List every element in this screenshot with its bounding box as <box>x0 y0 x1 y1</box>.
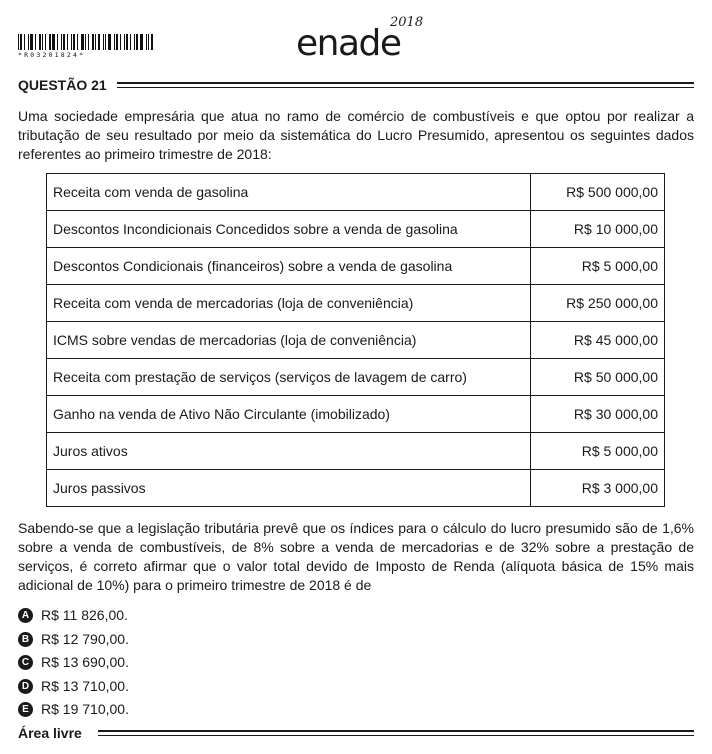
barcode-bar <box>81 34 84 50</box>
barcode-bar <box>134 34 135 50</box>
data-table <box>46 173 665 507</box>
option-text: R$ 19 710,00. <box>41 701 129 717</box>
row-value: R$ 10 000,00 <box>531 211 665 248</box>
row-description: Descontos Incondicionais Concedidos sobre a venda de gasolina <box>47 211 531 248</box>
table-row <box>47 211 665 248</box>
row-description: Receita com prestação de serviços (serviços de lavagem de carro) <box>47 359 531 396</box>
barcode-bar <box>146 34 147 50</box>
row-value: R$ 250 000,00 <box>531 285 665 322</box>
option-c[interactable] <box>18 651 129 675</box>
barcode-bar <box>136 34 138 50</box>
row-value: R$ 50 000,00 <box>531 359 665 396</box>
row-value: R$ 3 000,00 <box>531 470 665 507</box>
row-description: Receita com venda de mercadorias (loja de conveniência) <box>47 285 531 322</box>
barcode-bar <box>71 34 72 50</box>
option-e[interactable] <box>18 698 129 722</box>
barcode-bar <box>148 34 149 50</box>
option-letter-icon: B <box>18 632 33 647</box>
barcode-bar <box>39 34 41 50</box>
barcode-bar <box>42 34 43 50</box>
barcode-bar <box>45 34 46 50</box>
barcode-bar <box>151 34 153 50</box>
barcode-bar <box>49 34 51 50</box>
free-area-label: Área livre <box>18 725 82 741</box>
row-description: ICMS sobre vendas de mercadorias (loja de conveniência) <box>47 322 531 359</box>
table-row <box>47 248 665 285</box>
option-text: R$ 12 790,00. <box>41 630 129 647</box>
row-description: Juros passivos <box>47 470 531 507</box>
barcode <box>18 34 158 59</box>
option-letter-icon: C <box>18 655 33 670</box>
row-description: Receita com venda de gasolina <box>47 174 531 211</box>
row-value: R$ 5 000,00 <box>531 433 665 470</box>
barcode-bar <box>57 34 58 50</box>
barcode-bar <box>73 34 75 50</box>
barcode-bar <box>126 34 128 50</box>
table-row <box>47 322 665 359</box>
row-value: R$ 45 000,00 <box>531 322 665 359</box>
barcode-bar <box>20 34 22 50</box>
table-row <box>47 433 665 470</box>
question-title: QUESTÃO 21 <box>18 77 107 93</box>
barcode-bar <box>67 34 68 50</box>
enade-logo <box>296 14 426 64</box>
barcode-bars <box>18 34 156 50</box>
option-letter-icon: D <box>18 679 33 694</box>
question-statement: Sabendo-se que a legislação tributária prevê que os índices para o cálculo do lucro presumido são de 1,6% sobre a venda de combustíveis, de 8% sobre a venda de mercadorias e de 32% sobre a prestação de serviços, é correto afirmar que o valor total devido de Imposto de Renda (alíquota básica de 15% mais adicional de 10%) para o primeiro trimestre de 2018 é de <box>18 520 694 593</box>
barcode-bar <box>140 34 143 50</box>
barcode-bar <box>35 34 36 50</box>
free-area-header <box>18 725 694 741</box>
row-value: R$ 30 000,00 <box>531 396 665 433</box>
barcode-bar <box>85 34 86 50</box>
option-letter-icon: A <box>18 608 33 623</box>
logo-text: enade <box>296 23 401 64</box>
option-letter-icon: E <box>18 702 33 717</box>
barcode-bar <box>30 34 33 50</box>
barcode-bar <box>92 34 94 50</box>
table-row <box>47 174 665 211</box>
option-text: R$ 13 690,00. <box>41 654 129 670</box>
question-header <box>18 77 694 93</box>
free-area-rule <box>98 730 694 736</box>
option-b[interactable] <box>18 628 129 652</box>
barcode-bar <box>120 34 121 50</box>
option-d[interactable] <box>18 675 129 699</box>
barcode-bar <box>61 34 62 50</box>
barcode-text: *R0320182​4* <box>18 51 86 59</box>
table-row <box>47 359 665 396</box>
logo-year: 2018 <box>390 15 424 30</box>
barcode-bar <box>63 34 65 50</box>
question-intro: Uma sociedade empresária que atua no ramo de comércio de combustíveis e que optou por realizar a tributação de seu resultado por meio da sistemática do Lucro Presumido, apresentou os seguintes dados referentes ao primeiro trimestre de 2018: <box>18 108 694 162</box>
barcode-bar <box>114 34 115 50</box>
row-value: R$ 5 000,00 <box>531 248 665 285</box>
option-text: R$ 11 826,00. <box>41 607 128 623</box>
barcode-bar <box>130 34 131 50</box>
answer-options <box>18 604 129 722</box>
row-description: Descontos Condicionais (financeiros) sobre a venda de gasolina <box>47 248 531 285</box>
barcode-bar <box>18 34 19 50</box>
barcode-bar <box>103 34 104 50</box>
barcode-bar <box>108 34 111 50</box>
table-row <box>47 285 665 322</box>
barcode-bar <box>24 34 25 50</box>
table-row <box>47 396 665 433</box>
option-text: R$ 13 710,00. <box>41 677 129 694</box>
barcode-bar <box>77 34 78 50</box>
header-rule <box>117 82 694 88</box>
table-row <box>47 470 665 507</box>
barcode-bar <box>124 34 125 50</box>
option-a[interactable] <box>18 604 129 628</box>
barcode-bar <box>28 34 29 50</box>
barcode-bar <box>88 34 89 50</box>
row-value: R$ 500 000,00 <box>531 174 665 211</box>
barcode-bar <box>52 34 55 50</box>
row-description: Ganho na venda de Ativo Não Circulante (imobilizado) <box>47 396 531 433</box>
barcode-bar <box>98 34 100 50</box>
barcode-bar <box>95 34 96 50</box>
row-description: Juros ativos <box>47 433 531 470</box>
barcode-bar <box>116 34 118 50</box>
barcode-bar <box>105 34 106 50</box>
